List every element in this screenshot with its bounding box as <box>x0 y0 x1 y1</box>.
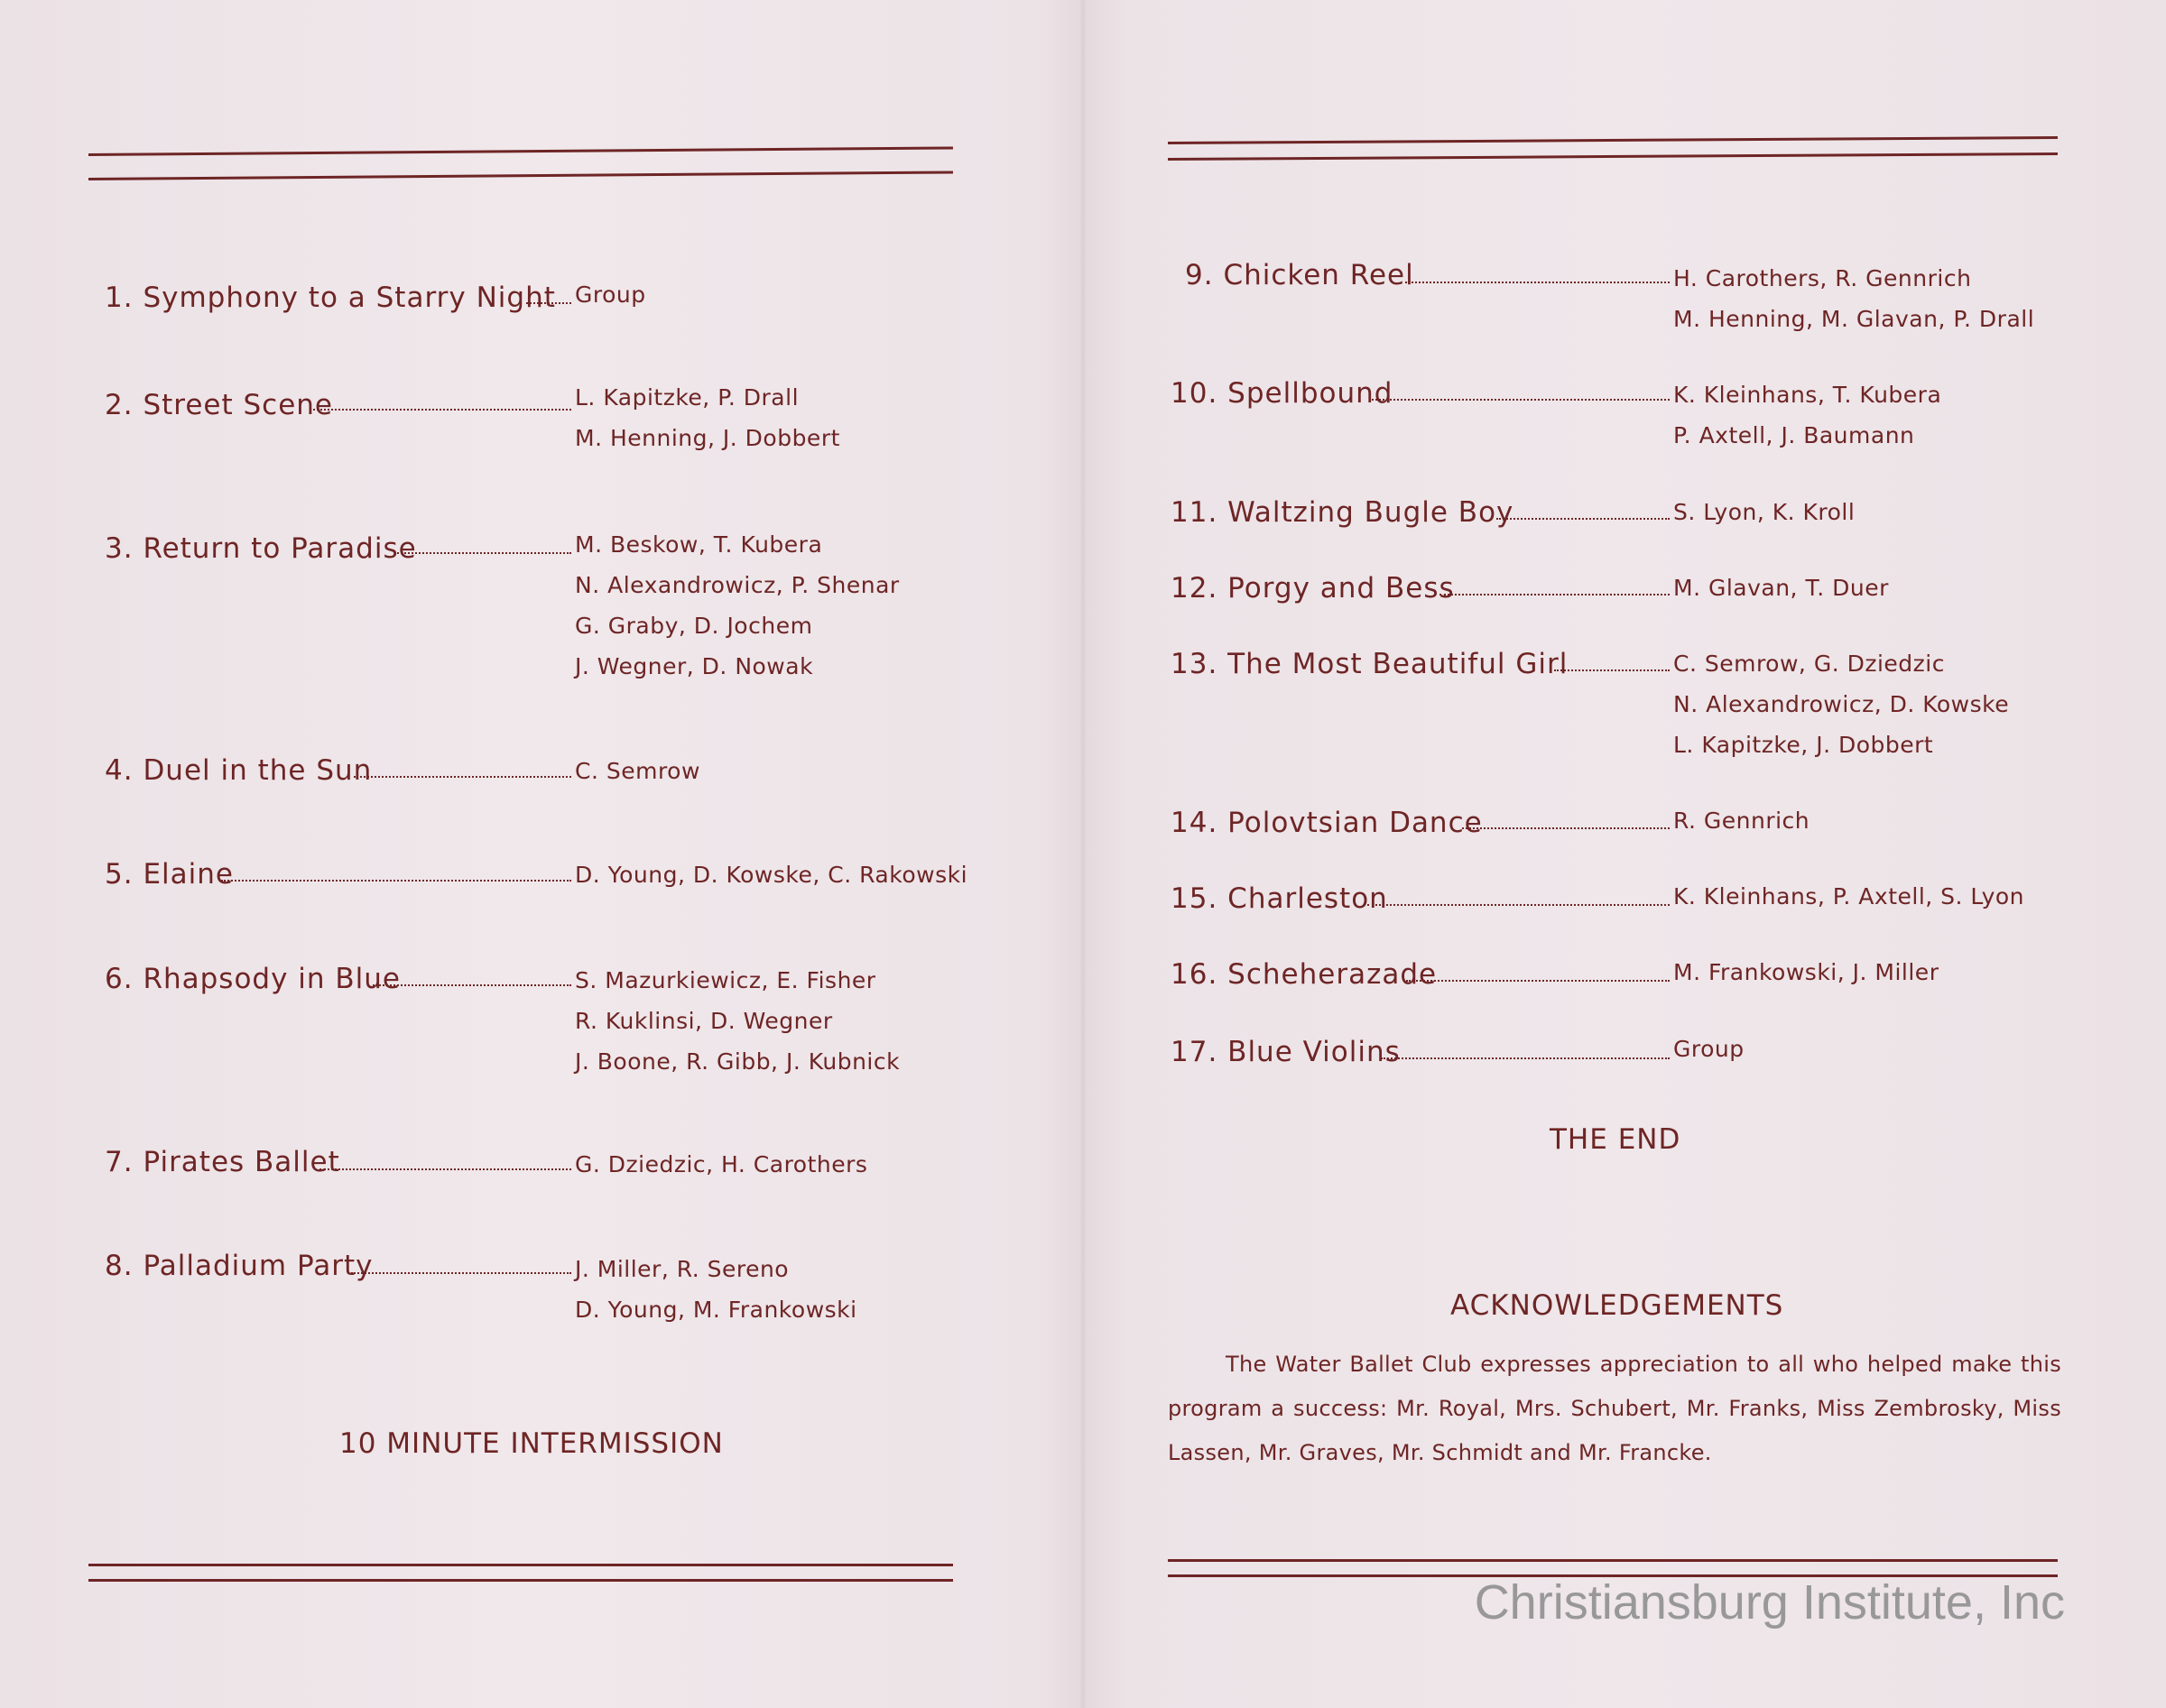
cast-list <box>575 751 700 791</box>
dot-leader <box>526 302 571 304</box>
cast-line: L. Kapitzke, J. Dobbert <box>1673 732 1934 758</box>
cast-line: G. Graby, D. Jochem <box>575 613 813 639</box>
cast-line: G. Dziedzic, H. Carothers <box>575 1151 868 1177</box>
item-title: Chicken Reel <box>1223 259 1414 291</box>
item-title: Pirates Ballet <box>143 1146 340 1178</box>
item-title: Street Scene <box>143 389 334 421</box>
dot-leader <box>373 984 571 986</box>
item-number: 15. <box>1171 882 1218 915</box>
item-title: Waltzing Bugle Boy <box>1227 496 1514 529</box>
acknowledgements-body: The Water Ballet Club expresses appreciation to all who helped make this program a success: Mr. Royal, Mrs. Schubert, Mr. Franks, Miss Zembrosky, Miss Lassen, Mr. Graves, Mr. Schmidt and Mr. Francke. <box>1168 1352 2061 1465</box>
item-number: 8. <box>105 1250 134 1282</box>
cast-list <box>1673 258 2034 339</box>
item-number: 12. <box>1171 572 1218 605</box>
item-number: 4. <box>105 754 134 787</box>
item-number: 1. <box>105 282 134 314</box>
dot-leader <box>351 1272 571 1274</box>
cast-list <box>1673 568 1889 608</box>
program-item-title <box>105 1250 374 1282</box>
item-title: Scheherazade <box>1227 958 1438 991</box>
cast-list <box>1673 1029 1745 1069</box>
cast-line: P. Axtell, J. Baumann <box>1673 422 1915 448</box>
program-item-title <box>105 532 417 565</box>
item-title: Palladium Party <box>143 1250 374 1282</box>
cast-list <box>575 274 646 315</box>
cast-line: C. Semrow <box>575 758 700 784</box>
dot-leader <box>394 552 571 554</box>
cast-line: R. Gennrich <box>1673 808 1810 834</box>
item-title: Blue Violins <box>1227 1036 1401 1068</box>
item-number: 7. <box>105 1146 134 1178</box>
cast-line: M. Beskow, T. Kubera <box>575 531 823 558</box>
dot-leader <box>313 409 571 411</box>
cast-line: D. Young, D. Kowske, C. Rakowski <box>575 862 968 888</box>
cast-line: J. Miller, R. Sereno <box>575 1256 790 1282</box>
program-item-title <box>1185 259 1414 291</box>
dot-leader <box>1496 518 1670 520</box>
program-item-title <box>1171 958 1437 991</box>
cast-line: N. Alexandrowicz, P. Shenar <box>575 572 900 598</box>
item-number: 2. <box>105 389 134 421</box>
item-title: Charleston <box>1227 882 1388 915</box>
program-item-title <box>105 389 333 421</box>
dot-leader <box>354 776 571 778</box>
program-item-title <box>105 1146 340 1178</box>
program-item-title <box>1171 882 1388 915</box>
cast-list <box>1673 492 1855 532</box>
program-item-title <box>1171 572 1455 605</box>
dot-leader <box>221 880 571 882</box>
item-title: Spellbound <box>1227 377 1393 410</box>
dot-leader <box>1369 399 1670 401</box>
dot-leader <box>1439 594 1670 595</box>
item-number: 6. <box>105 963 134 995</box>
program-item-title <box>105 858 234 891</box>
dot-leader <box>1405 282 1670 283</box>
cast-line: S. Mazurkiewicz, E. Fisher <box>575 967 876 993</box>
cast-list <box>1673 374 1941 456</box>
cast-list <box>575 960 900 1082</box>
item-title: Rhapsody in Blue <box>143 963 402 995</box>
right-bottom-rule-1 <box>1168 1559 2058 1562</box>
dot-leader <box>1381 1057 1670 1059</box>
item-title: Polovtsian Dance <box>1227 807 1483 839</box>
item-number: 17. <box>1171 1036 1218 1068</box>
the-end-heading: THE END <box>1550 1123 1681 1156</box>
cast-line: M. Henning, M. Glavan, P. Drall <box>1673 306 2035 332</box>
program-item-title <box>1171 807 1483 839</box>
intermission-notice: 10 MINUTE INTERMISSION <box>339 1427 724 1460</box>
cast-line: R. Kuklinsi, D. Wegner <box>575 1008 833 1034</box>
program-item-title <box>105 282 556 314</box>
cast-list <box>575 854 967 895</box>
cast-list <box>1673 952 1939 992</box>
cast-line: N. Alexandrowicz, D. Kowske <box>1673 691 2010 717</box>
program-item-title <box>1171 1036 1401 1068</box>
cast-line: C. Semrow, G. Dziedzic <box>1673 651 1945 677</box>
item-number: 10. <box>1171 377 1218 410</box>
cast-line: M. Henning, J. Dobbert <box>575 425 840 451</box>
cast-list <box>575 377 840 458</box>
cast-line: Group <box>575 282 646 308</box>
program-item-title <box>1171 496 1513 529</box>
item-number: 5. <box>105 858 134 891</box>
dot-leader <box>1367 904 1670 906</box>
item-title: Duel in the Sun <box>143 754 373 787</box>
cast-line: S. Lyon, K. Kroll <box>1673 499 1856 525</box>
program-item-title <box>1171 377 1393 410</box>
cast-line: Group <box>1673 1036 1745 1062</box>
item-title: Porgy and Bess <box>1227 572 1455 605</box>
program-item-title <box>105 963 401 995</box>
dot-leader <box>1554 669 1670 671</box>
center-fold <box>1079 0 1087 1708</box>
program-item-title <box>105 754 372 787</box>
item-title: Return to Paradise <box>143 532 417 565</box>
cast-list <box>575 1249 857 1330</box>
cast-line: L. Kapitzke, P. Drall <box>575 384 800 411</box>
dot-leader <box>1406 980 1670 982</box>
item-title: The Most Beautiful Girl <box>1227 648 1569 680</box>
acknowledgements-heading: ACKNOWLEDGEMENTS <box>1450 1289 1784 1322</box>
cast-line: K. Kleinhans, T. Kubera <box>1673 382 1942 408</box>
item-title: Elaine <box>143 858 234 891</box>
item-number: 9. <box>1185 259 1214 291</box>
left-bottom-rule-2 <box>88 1579 953 1582</box>
left-bottom-rule-1 <box>88 1564 953 1566</box>
cast-list <box>1673 800 1810 841</box>
dot-leader <box>1462 827 1670 829</box>
cast-line: M. Glavan, T. Duer <box>1673 575 1889 601</box>
cast-line: D. Young, M. Frankowski <box>575 1297 857 1323</box>
cast-line: K. Kleinhans, P. Axtell, S. Lyon <box>1673 883 2024 909</box>
item-number: 13. <box>1171 648 1218 680</box>
item-number: 11. <box>1171 496 1218 529</box>
cast-line: J. Wegner, D. Nowak <box>575 653 814 679</box>
cast-line: H. Carothers, R. Gennrich <box>1673 265 1972 291</box>
item-number: 16. <box>1171 958 1218 991</box>
cast-list <box>575 1144 867 1185</box>
watermark-text: Christiansburg Institute, Inc <box>1474 1575 2065 1630</box>
cast-list <box>575 524 900 687</box>
cast-line: M. Frankowski, J. Miller <box>1673 959 1939 985</box>
item-number: 14. <box>1171 807 1218 839</box>
cast-line: J. Boone, R. Gibb, J. Kubnick <box>575 1048 901 1075</box>
cast-list <box>1673 876 2024 917</box>
item-title: Symphony to a Starry Night <box>143 282 556 314</box>
cast-list <box>1673 643 2009 765</box>
program-item-title <box>1171 648 1568 680</box>
dot-leader <box>319 1168 571 1170</box>
item-number: 3. <box>105 532 134 565</box>
